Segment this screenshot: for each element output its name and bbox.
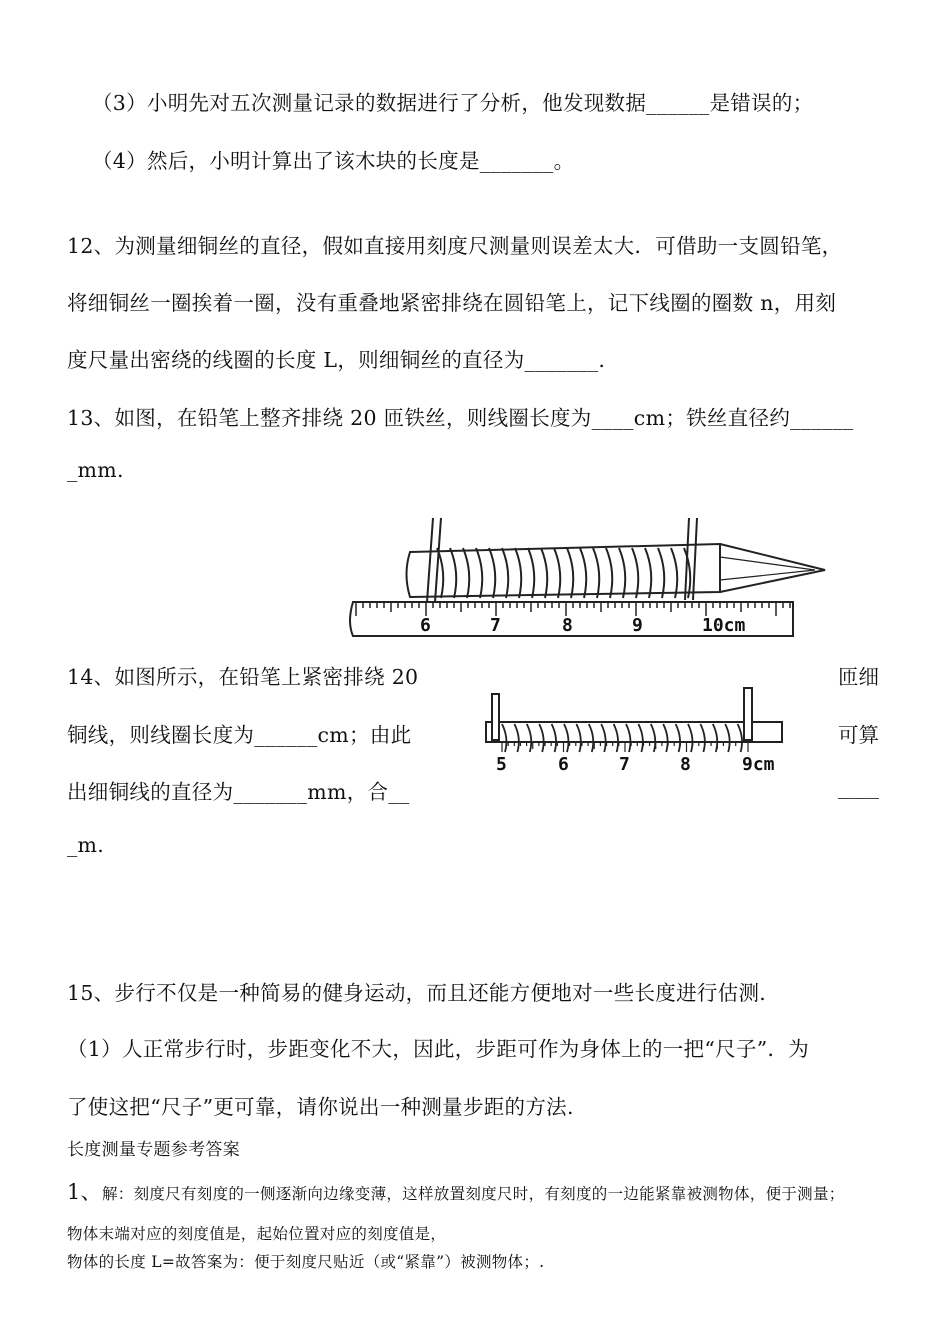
answers-title: 长度测量专题参考答案 [67, 1140, 240, 1160]
coil-loop [638, 724, 642, 752]
ruler-label: 8 [680, 754, 691, 775]
coil-loop [502, 724, 506, 752]
q11-part4: （4）然后，小明计算出了该木块的长度是_______。 [92, 149, 575, 173]
coil-loop [589, 724, 593, 752]
q14-line4: _m. [67, 833, 105, 857]
ruler-label: 9cm [742, 754, 775, 775]
coil-loop [676, 724, 680, 752]
coil-loop [606, 548, 612, 598]
coil-loop [476, 548, 482, 598]
q14-right2: 可算 [838, 723, 879, 747]
q12-line1: 12、为测量细铜丝的直径，假如直接用刻度尺测量则误差太大．可借助一支圆铅笔， [67, 234, 843, 258]
coil-loop [567, 548, 573, 598]
coil-loop [651, 724, 655, 752]
ruler-label: 6 [420, 615, 431, 636]
coil-loop [554, 548, 560, 598]
q15-line1: 15、步行不仅是一种简易的健身运动，而且还能方便地对一些长度进行估测. [67, 981, 767, 1005]
ruler-label: 10cm [702, 615, 746, 636]
ruler-label: 7 [619, 754, 630, 775]
ruler [350, 602, 793, 636]
coil-loop [593, 548, 599, 598]
q13-line2: _mm. [67, 458, 124, 482]
coil-loop [713, 724, 717, 752]
answer-1-line3: 物体的长度 L=故答案为：便于刻度尺贴近（或“紧靠”）被测物体；. [67, 1253, 545, 1271]
q14-right3: ____ [838, 775, 879, 799]
coil-loop [514, 724, 518, 752]
q15-line3: 了使这把“尺子”更可靠，请你说出一种测量步距的方法. [67, 1095, 574, 1119]
q13-line1: 13、如图，在铅笔上整齐排绕 20 匝铁丝，则线圈长度为____cm；铁丝直径约______ [67, 406, 854, 430]
coil-loop [502, 548, 508, 598]
answer-1-number: 1、 [67, 1180, 102, 1204]
q11-part3: （3）小明先对五次测量记录的数据进行了分析，他发现数据______是错误的； [92, 91, 814, 115]
coil-loop [463, 548, 469, 598]
coil-loop [700, 724, 704, 752]
answer-1 [67, 1176, 845, 1206]
coil-loop [614, 724, 618, 752]
ruler-label: 7 [490, 615, 501, 636]
ruler-ticks [502, 742, 748, 752]
ruler-label: 8 [562, 615, 573, 636]
q14-figure [482, 686, 802, 776]
coil-loop [450, 548, 456, 598]
answer-1-text: 解：刻度尺有刻度的一侧逐渐向边缘变薄，这样放置刻度尺时，有刻度的一边能紧靠被测物体，便于测量； [101, 1185, 845, 1203]
answer-1-line2: 物体末端对应的刻度值是，起始位置对应的刻度值是， [67, 1225, 447, 1243]
coil-loop [528, 548, 534, 598]
coil-loop [539, 724, 543, 752]
q13-figure [345, 512, 835, 642]
coil-loop [515, 548, 521, 598]
coil-loop [564, 724, 568, 752]
left-marker [427, 518, 433, 602]
coil-loop [619, 548, 625, 598]
ruler-label: 9 [632, 615, 643, 636]
coil-loop [738, 724, 742, 752]
right-marker [693, 518, 697, 600]
coil-loop [576, 724, 580, 752]
coil-loop [645, 548, 651, 598]
ruler-label: 6 [558, 754, 569, 775]
coil-loop [489, 548, 495, 598]
coil-loop [527, 724, 531, 752]
right-marker [744, 688, 752, 740]
q12-line2: 将细铜丝一圈挨着一圈，没有重叠地紧密排绕在圆铅笔上，记下线圈的圈数 n，用刻 [67, 291, 837, 315]
q14-left1: 14、如图所示，在铅笔上紧密排绕 20 [67, 665, 419, 689]
coil-wire [502, 724, 742, 752]
q12-line3: 度尺量出密绕的线圈的长度 L，则细铜丝的直径为_______. [67, 348, 606, 372]
ruler-label: 5 [496, 754, 507, 775]
q14-right1: 匝细 [838, 665, 879, 689]
coil-loop [658, 548, 664, 598]
coil-loop [725, 724, 729, 752]
coil-loop [671, 548, 677, 598]
q14-left3: 出细铜线的直径为_______mm，合__ [67, 780, 410, 804]
coil-loop [632, 548, 638, 598]
q14-left2: 铜线，则线圈长度为______cm；由此 [67, 723, 412, 747]
coil-loop [663, 724, 667, 752]
coil-loop [580, 548, 586, 598]
q15-line2: （1）人正常步行时，步距变化不大，因此，步距可作为身体上的一把“尺子”．为 [67, 1037, 810, 1061]
coil-loop [688, 724, 692, 752]
coil-wire [437, 548, 690, 598]
coil-loop [601, 724, 605, 752]
coil-loop [552, 724, 556, 752]
left-marker [492, 694, 499, 740]
coil-loop [626, 724, 630, 752]
coil-loop [541, 548, 547, 598]
